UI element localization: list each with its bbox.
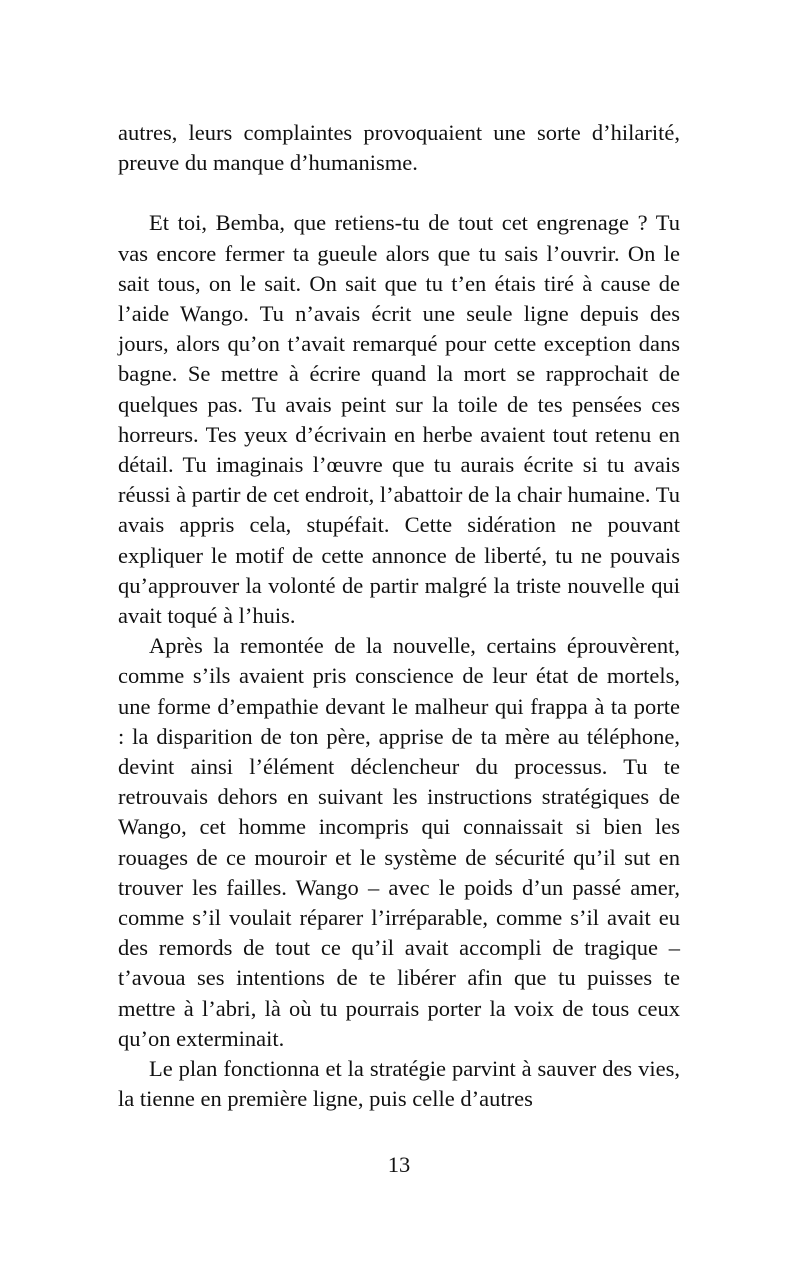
paragraph-1: autres, leurs complaintes provoquaient une sorte d’hilarité, preuve du manque d’humanisme. [118,120,680,176]
paragraph-3: Après la remontée de la nouvelle, certains éprouvèrent, comme s’ils avaient pris conscience de leur état de mortels, une forme d’empathie devant le malheur qui frappa à ta porte : la disparition de ton père, apprise de ta mère au téléphone, devint ainsi l’élément déclencheur du processus. Tu te retrouvais dehors en suivant les instructions stratégiques de Wango, cet homme incompris qui connaissait si bien les rouages de ce mouroir et le système de sécurité qu’il sut en trouver les failles. Wango – avec le poids d’un passé amer, comme s’il voulait réparer l’irréparable, comme s’il avait eu des remords de tout ce qu’il avait accompli de tragique – t’avoua ses intentions de te libérer afin que tu puisses te mettre à l’abri, là où tu pourrais porter la voix de tous ceux qu’on exterminait. [118,633,680,1051]
page-number: 13 [387,1152,411,1177]
paragraph-4: Le plan fonctionna et la stratégie parvint à sauver des vies, la tienne en première ligne, puis celle d’autres [118,1056,680,1112]
paragraph-2: Et toi, Bemba, que retiens-tu de tout cet engrenage ? Tu vas encore fermer ta gueule alors que tu sais l’ouvrir. On le sait tous, on le sait. On sait que tu t’en étais tiré à cause de l’aide Wango. Tu n’avais écrit une seule ligne depuis des jours, alors qu’on t’avait remarqué pour cette exception dans bagne. Se mettre à écrire quand la mort se rapprochait de quelques pas. Tu avais peint sur la toile de tes pensées ces horreurs. Tes yeux d’écrivain en herbe avaient tout retenu en détail. Tu imaginais l’œuvre que tu aurais écrite si tu avais réussi à partir de cet endroit, l’abattoir de la chair humaine. Tu avais appris cela, stupéfait. Cette sidération ne pouvant expliquer le motif de cette annonce de liberté, tu ne pouvais qu’approuver la volonté de partir malgré la triste nouvelle qui avait toqué à l’huis. [118,210,680,629]
page-text-block [118,118,680,1115]
